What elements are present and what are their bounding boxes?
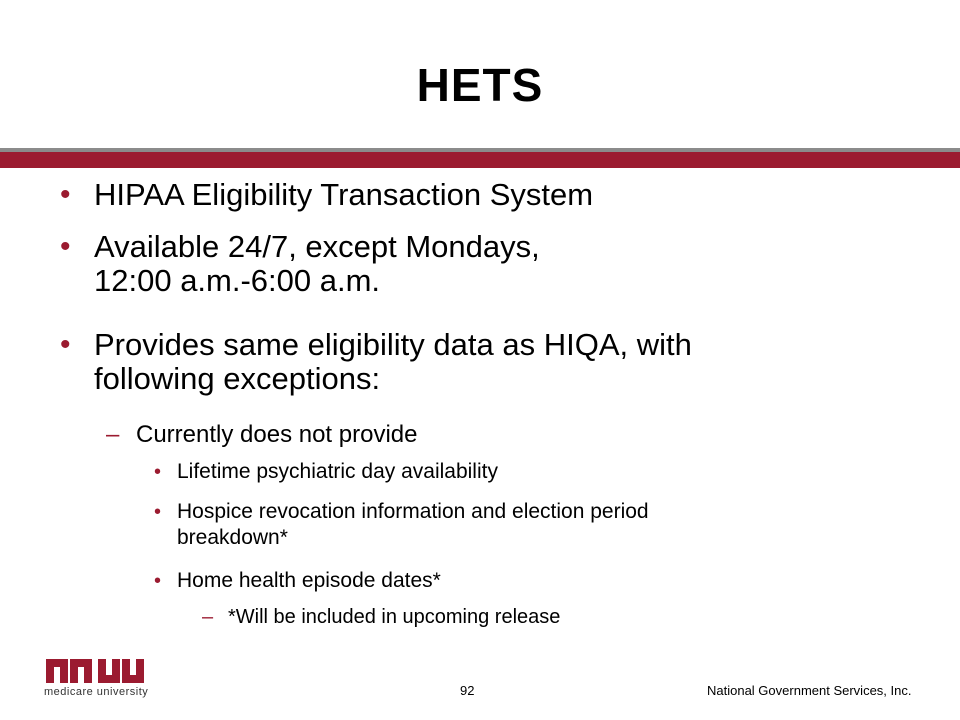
page-number: 92	[460, 683, 475, 698]
bullet-glyph: •	[154, 501, 162, 523]
company-name: National Government Services, Inc.	[707, 683, 912, 698]
bullet-text-continued: following exceptions:	[94, 361, 381, 396]
bullet-text: Provides same eligibility data as HIQA, with	[94, 327, 692, 362]
bullet-item	[60, 327, 692, 396]
bullet-glyph: •	[154, 570, 162, 592]
sub-bullet-item	[106, 421, 418, 449]
bullet-glyph: •	[60, 178, 71, 211]
sub-sub-bullet-text: Lifetime psychiatric day availability	[177, 460, 498, 483]
sub-sub-bullet-item	[154, 459, 498, 485]
bullet-item	[60, 177, 594, 212]
bullet-text: Available 24/7, except Mondays,	[94, 229, 540, 264]
sub-bullet-text: Currently does not provide	[136, 421, 418, 448]
bullet-glyph: •	[154, 461, 162, 483]
note-text: *Will be included in upcoming release	[228, 606, 561, 628]
sub-sub-bullet-text: Hospice revocation information and election period	[177, 500, 649, 523]
bullet-glyph: •	[60, 230, 71, 263]
bullet-item	[60, 229, 540, 298]
sub-sub-bullet-item	[154, 568, 441, 594]
bullet-text-continued: 12:00 a.m.-6:00 a.m.	[94, 263, 381, 298]
note-item	[202, 605, 561, 629]
sub-sub-bullet-item	[154, 499, 649, 551]
sub-sub-bullet-text: Home health episode dates*	[177, 569, 441, 592]
bullet-glyph: •	[60, 328, 71, 361]
slide-title: HETS	[416, 59, 544, 111]
logo-text: medicare university	[44, 686, 149, 698]
dash-glyph: –	[202, 606, 214, 628]
dash-glyph: –	[106, 421, 120, 448]
bullet-text: HIPAA Eligibility Transaction System	[94, 177, 594, 212]
sub-sub-bullet-text-continued: breakdown*	[177, 526, 288, 549]
